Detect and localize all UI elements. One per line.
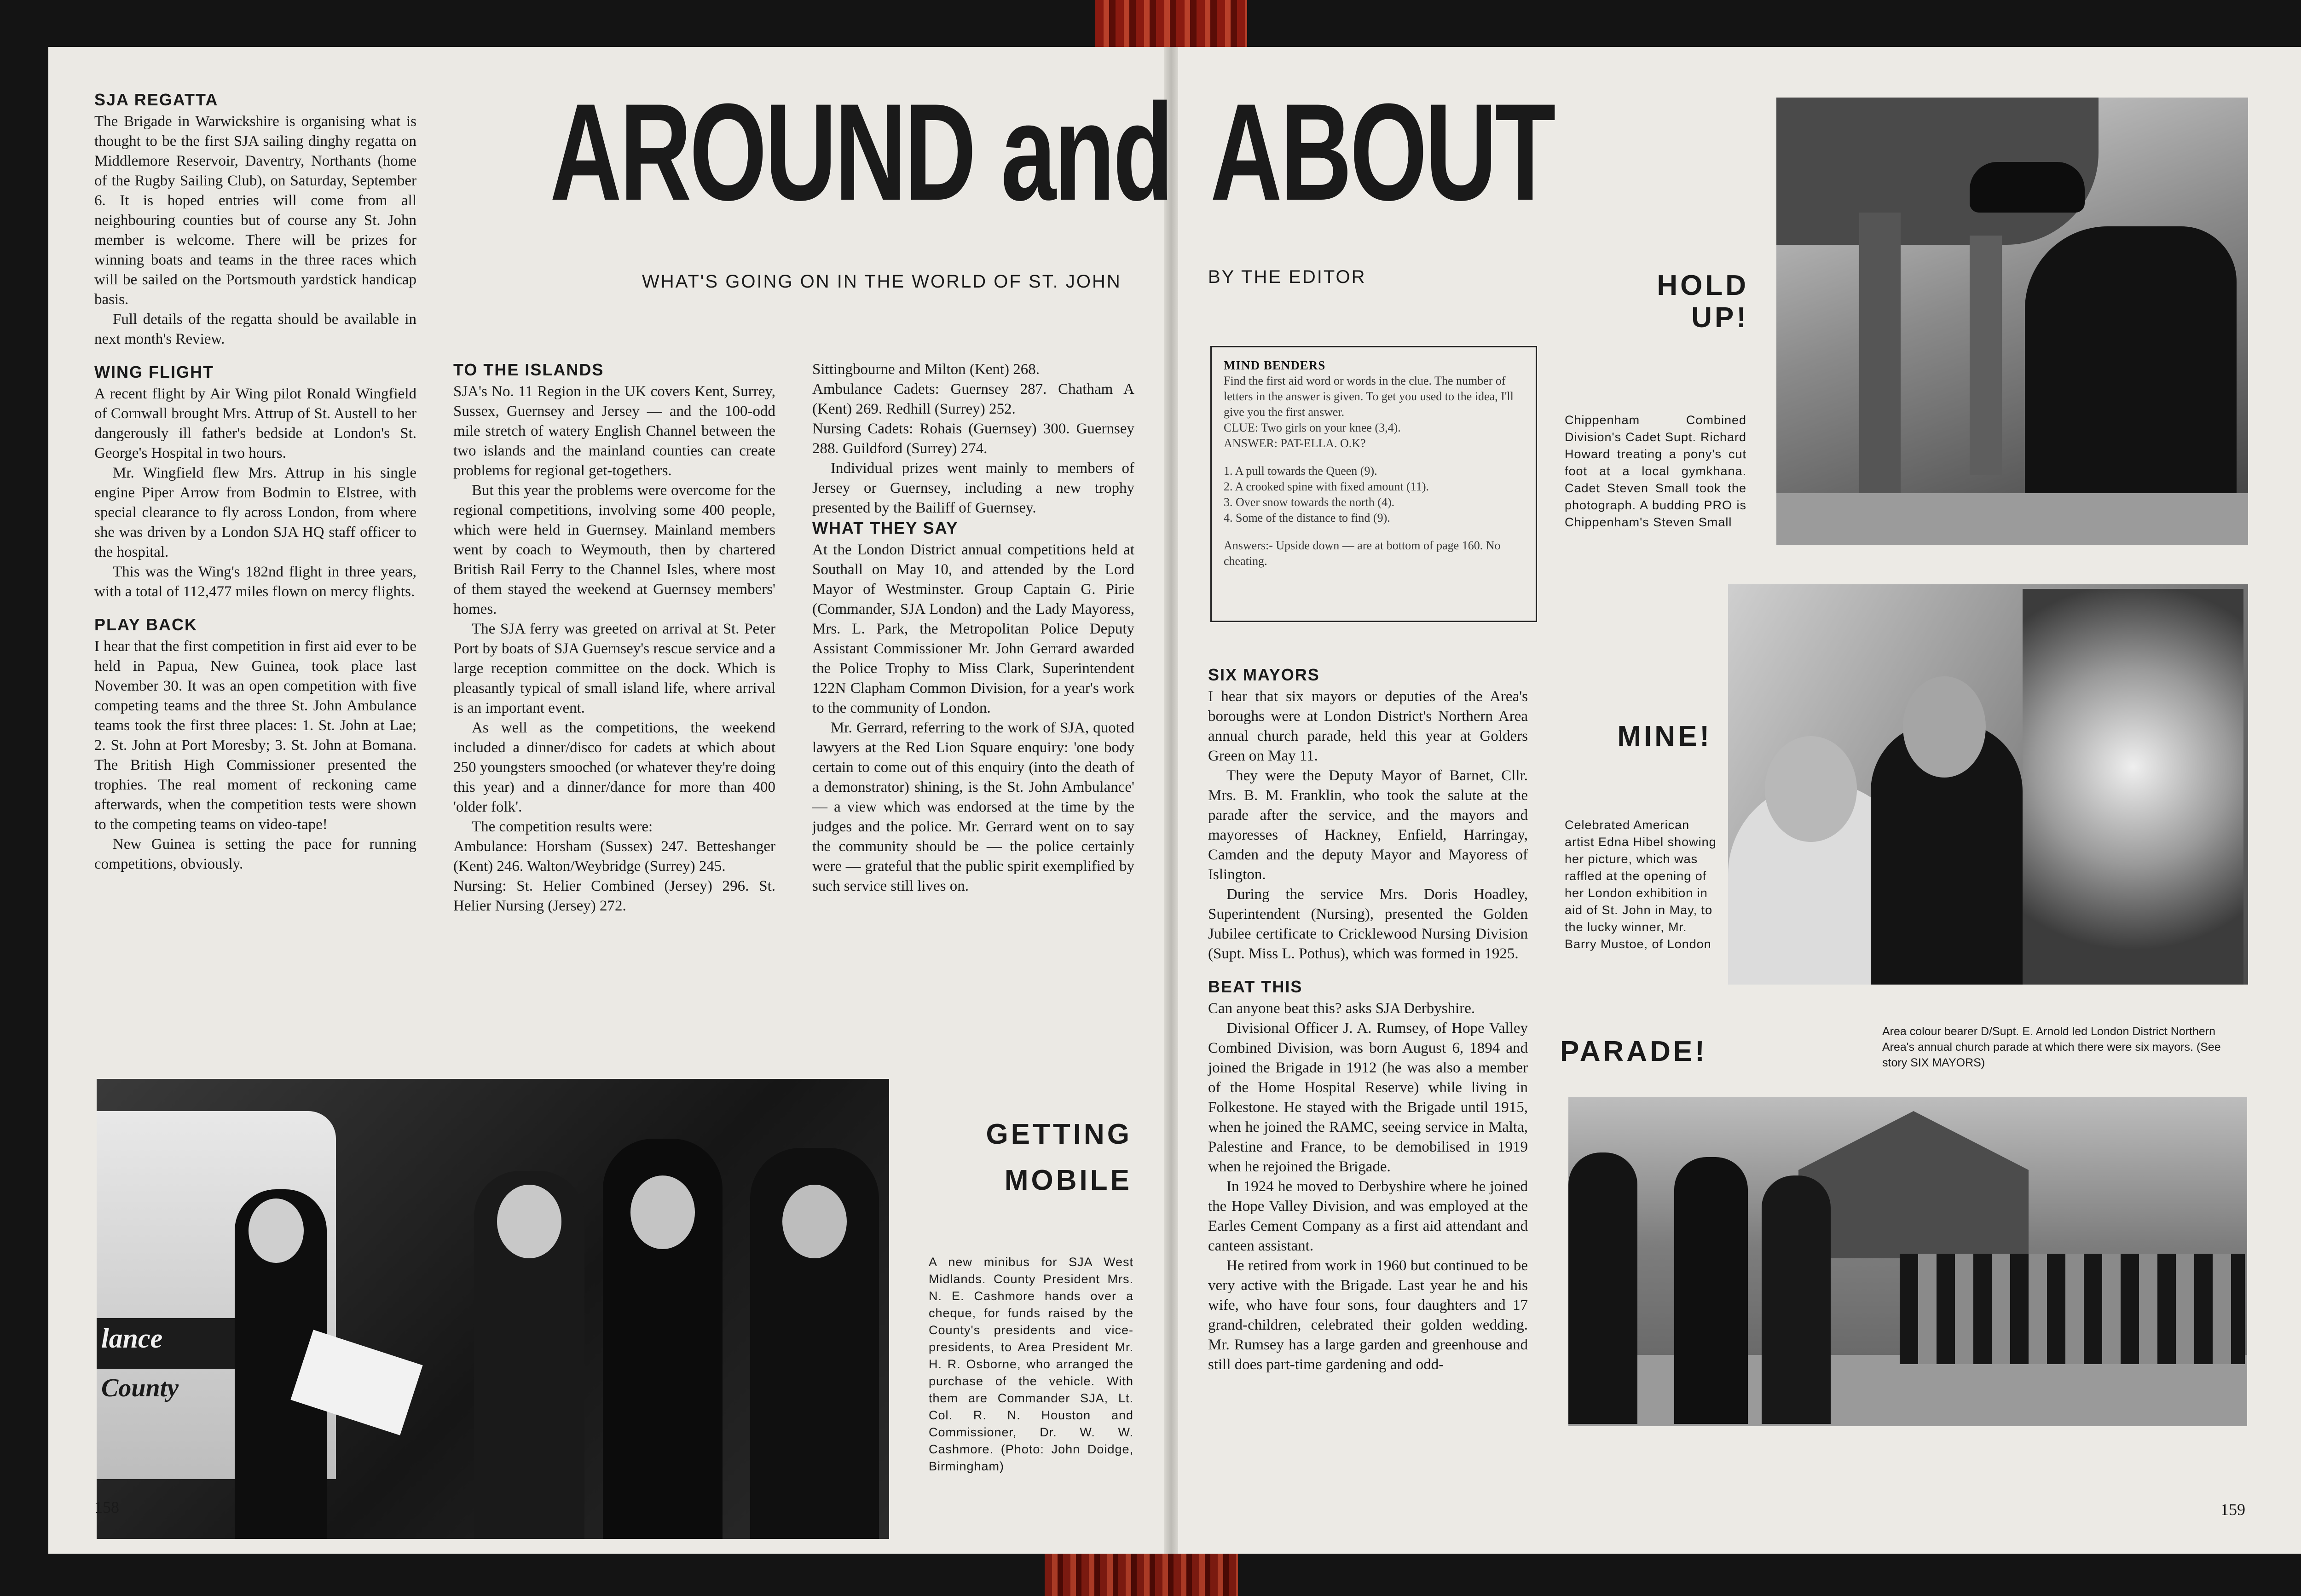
paragraph: In 1924 he moved to Derbyshire where he joined the Hope Valley Division, and was employed at the Earles Cement Company as a first aid attendant and canteen assistant.	[1208, 1178, 1528, 1254]
marcher	[1762, 1175, 1831, 1424]
mind-benders-box	[1210, 346, 1537, 622]
heading-beat-this: BEAT THIS	[1208, 977, 1303, 996]
clue-item: 3. Over snow towards the north (4).	[1224, 496, 1395, 509]
heading-to-the-islands: TO THE ISLANDS	[453, 360, 604, 379]
heading-mobile: MOBILE	[1004, 1164, 1132, 1196]
mind-benders-answer: ANSWER: PAT-ELLA. O.K?	[1224, 437, 1366, 450]
person-face	[630, 1175, 695, 1249]
paragraph: Ambulance Cadets: Guernsey 287. Chatham A (Kent) 269. Redhill (Surrey) 252.	[812, 381, 1134, 417]
heading-play-back: PLAY BACK	[94, 615, 198, 634]
clue-item: 1. A pull towards the Queen (9).	[1224, 464, 1377, 478]
paragraph: A recent flight by Air Wing pilot Ronald Wingfield of Cornwall brought Mrs. Attrup of St. Austell to her dangerously ill father's bedside at London's St. George's Hospital in two hours.	[94, 386, 416, 461]
mind-benders-title: MIND BENDERS	[1224, 358, 1326, 372]
subtitle-left: WHAT'S GOING ON IN THE WORLD OF ST. JOHN	[642, 271, 1122, 292]
heading-sja-regatta: SJA REGATTA	[94, 90, 219, 109]
caption-minibus: A new minibus for SJA West Midlands. County President Mrs. N. E. Cashmore hands over a cheque, for funds raised by the County's presidents and vice-presidents, to Area President Mr. H. R. Osborne, who arranged the purchase of the vehicle. With them are Commander SJA, Lt. Col. R. N. Houston and Commissioner, Dr. W. W. Cashmore. (Photo: John Doidge, Birmingham)	[929, 1255, 1133, 1473]
paragraph: They were the Deputy Mayor of Barnet, Cllr. Mrs. B. M. Franklin, who took the salute at the parade after the service, and the mayors and mayoresses of Hackney, Enfield, Harringay, Camden and the deputy Mayor and Mayoress of Islington.	[1208, 767, 1528, 883]
paragraph: Full details of the regatta should be available in next month's Review.	[94, 311, 416, 347]
binding-top	[1095, 0, 1247, 47]
pony-leg	[1970, 236, 2002, 475]
paragraph: SJA's No. 11 Region in the UK covers Kent, Surrey, Sussex, Guernsey and Jersey — and the 100-odd mile stretch of watery English Channel between the two islands and the mainland counties can create problems for regional get-togethers.	[453, 383, 775, 479]
paragraph: Ambulance: Horsham (Sussex) 247. Betteshanger (Kent) 246. Walton/Weybridge (Surrey) 245.	[453, 838, 775, 875]
marcher	[1568, 1152, 1637, 1424]
paragraph: Divisional Officer J. A. Rumsey, of Hope Valley Combined Division, was born August 6, 1894 and joined the Brigade in 1912 (he was also a member of the Home Hospital Reserve) while living in Folkestone. He stayed with the Brigade until 1915, when he joined the RAMC, seeing service in Malta, Palestine and France, to be demobilised in 1919 when he rejoined the Brigade.	[1208, 1020, 1528, 1175]
mind-benders-intro: Find the first aid word or words in the clue. The number of letters in the answer is given. To get you used to the idea, I'll give you the first answer.	[1224, 374, 1514, 419]
house	[1798, 1111, 2029, 1258]
paragraph: Can anyone beat this? asks SJA Derbyshire.	[1208, 1000, 1475, 1017]
ground	[1776, 493, 2248, 545]
paragraph: During the service Mrs. Doris Hoadley, Superintendent (Nursing), presented the Golden Jubilee certificate to Cricklewood Nursing Division (Supt. Miss L. Pothus), which was formed in 1925.	[1208, 886, 1528, 962]
column-3	[812, 360, 1134, 896]
paragraph: Individual prizes went mainly to members of Jersey or Guernsey, including a new trophy presented by the Bailiff of Guernsey.	[812, 460, 1134, 516]
road	[1568, 1355, 2247, 1426]
caption-parade: Area colour bearer D/Supt. E. Arnold led London District Northern Area's annual church parade at which there were six mayors. (See story SIX MAYORS)	[1882, 1025, 2221, 1069]
paragraph: But this year the problems were overcome for the regional competitions, involving some 400 people, which were held in Guernsey. Mainland members went by coach to Weymouth, then by chartered British Rail Ferry to the Channel Isles, where most of them stayed the weekend at Guernsey members' homes.	[453, 482, 775, 617]
page-number-left: 158	[94, 1498, 119, 1516]
title-and: and	[1001, 75, 1172, 229]
paragraph: This was the Wing's 182nd flight in three years, with a total of 112,477 miles flown on mercy flights.	[94, 564, 416, 600]
paragraph: I hear that six mayors or deputies of the Area's boroughs were at London District's Northern Area annual church parade, held this year at Golders Green on May 11.	[1208, 688, 1528, 764]
heading-mine: MINE!	[1617, 720, 1712, 752]
heading-parade: PARADE!	[1560, 1036, 1707, 1067]
page-gutter	[1164, 47, 1178, 1554]
marcher	[1674, 1157, 1748, 1424]
heading-hold: HOLD	[1657, 270, 1749, 301]
person-face	[782, 1185, 847, 1258]
van-text-ambulance: lance	[101, 1323, 163, 1354]
photo-parade	[1568, 1097, 2247, 1426]
heading-six-mayors: SIX MAYORS	[1208, 665, 1320, 684]
title-around: AROUND	[550, 75, 975, 229]
painting-canvas	[2023, 589, 2243, 985]
person-face	[249, 1198, 304, 1263]
column-1	[94, 90, 416, 874]
column-2	[453, 360, 775, 916]
paragraph: Sittingbourne and Milton (Kent) 268.	[812, 361, 1040, 378]
paragraph: New Guinea is setting the pace for running competitions, obviously.	[94, 836, 416, 872]
person-face	[1903, 676, 1986, 778]
photo-painting	[1728, 584, 2248, 985]
clue-item: 4. Some of the distance to find (9).	[1224, 511, 1390, 524]
paragraph: Nursing Cadets: Rohais (Guernsey) 300. Guernsey 288. Guildford (Surrey) 274.	[812, 421, 1134, 457]
clue-item: 2. A crooked spine with fixed amount (11).	[1224, 480, 1429, 493]
heading-getting: GETTING	[986, 1118, 1132, 1150]
page-number-right: 159	[2220, 1500, 2245, 1519]
subtitle-right: BY THE EDITOR	[1208, 267, 1366, 287]
paragraph: As well as the competitions, the weekend included a dinner/disco for cadets at which about 250 youngsters smooched (or whatever they're doing this year) and a dinner/dance for more than 400 'older folk'.	[453, 720, 775, 815]
mind-benders-clue: CLUE: Two girls on your knee (3,4).	[1224, 421, 1401, 434]
paragraph: He retired from work in 1960 but continued to be very active with the Brigade. Last year he and his wife, who have four sons, four daughters and 17 grand-children, celebrated their golden wedding. Mr. Rumsey has a large garden and greenhouse and still does part-time gardening and odd-	[1208, 1257, 1528, 1373]
paragraph: The SJA ferry was greeted on arrival at St. Peter Port by boats of SJA Guernsey's rescue service and a large reception committee on the dock. Which is pleasantly typical of small island life, where arrival is an important event.	[453, 621, 775, 716]
person-face	[1765, 736, 1857, 842]
cap	[1970, 162, 2085, 213]
title-about: ABOUT	[1210, 75, 1554, 229]
column-right	[1208, 665, 1528, 1375]
person-face	[497, 1185, 561, 1258]
heading-wing-flight: WING FLIGHT	[94, 363, 214, 381]
paragraph: I hear that the first competition in first aid ever to be held in Papua, New Guinea, took place last November 30. It was an open competition with five competing teams and the three St. John Ambulance teams took the first three places: 1. St. John at Lae; 2. St. John at Port Moresby; 3. St. John at Bomana. The British High Commissioner presented the trophies. The real moment of reckoning came afterwards, when the competition tests were shown to the competing teams on video-tape!	[94, 638, 416, 833]
mind-benders-answers-note: Answers:- Upside down — are at bottom of page 160. No cheating.	[1224, 539, 1501, 568]
paragraph: Mr. Wingfield flew Mrs. Attrup in his single engine Piper Arrow from Bodmin to Elstree, with special clearance to fly across London, from where she was driven by a London SJA HQ staff officer to the hospital.	[94, 465, 416, 560]
paragraph: Nursing: St. Helier Combined (Jersey) 296. St. Helier Nursing (Jersey) 272.	[453, 878, 775, 914]
caption-hold-up: Chippenham Combined Division's Cadet Supt. Richard Howard treating a pony's cut foot at a local gymkhana. Cadet Steven Small took the photograph. A budding PRO is Chippenham's Steven Small	[1565, 413, 1746, 529]
pony-leg	[1859, 213, 1901, 498]
photo-pony	[1776, 98, 2248, 545]
van-text-county: County	[101, 1374, 179, 1402]
paragraph: The competition results were:	[472, 818, 653, 835]
paragraph: The Brigade in Warwickshire is organising what is thought to be the first SJA sailing dinghy regatta on Middlemore Reservoir, Daventry, Northants (home of the Rugby Sailing Club), on Saturday, September 6. It is hoped entries will come from all neighbouring counties but of course any St. John member is welcome. There will be prizes for winning boats and teams in the three races which will be sailed on the Portsmouth yardstick handicap basis.	[94, 113, 416, 308]
paragraph: At the London District annual competitions held at Southall on May 10, and attended by the Lord Mayor of Westminster. Group Captain G. Pirie (Commander, SJA London) and the Lady Mayoress, Mrs. L. Park, the Metropolitan Police Deputy Assistant Commissioner Mr. John Gerrard awarded the Police Trophy to Miss Clark, Superintendent 122N Clapham Common Division, for a year's work to the community of London.	[812, 542, 1134, 716]
marching-column	[1900, 1254, 2245, 1364]
heading-up: UP!	[1691, 302, 1749, 334]
paragraph: Mr. Gerrard, referring to the work of SJA, quoted lawyers at the Red Lion Square enquiry: 'one body certain to come out of this enquiry (into the death of a demonstrator) shining, is the St. John Ambulance' — a view which was endorsed at the time by the judges and the police. Mr. Gerrard went on to say the community should be — the police certainly were — grateful that the public spirit exemplified by such service still lives on.	[812, 720, 1134, 894]
photo-minibus	[97, 1079, 889, 1539]
heading-what-they-say: WHAT THEY SAY	[812, 519, 959, 537]
caption-mine: Celebrated American artist Edna Hibel showing her picture, which was raffled at the opening of her London exhibition in aid of St. John in May, to the lucky winner, Mr. Barry Mustoe, of London	[1565, 818, 1717, 951]
binding-bottom	[1045, 1554, 1238, 1596]
